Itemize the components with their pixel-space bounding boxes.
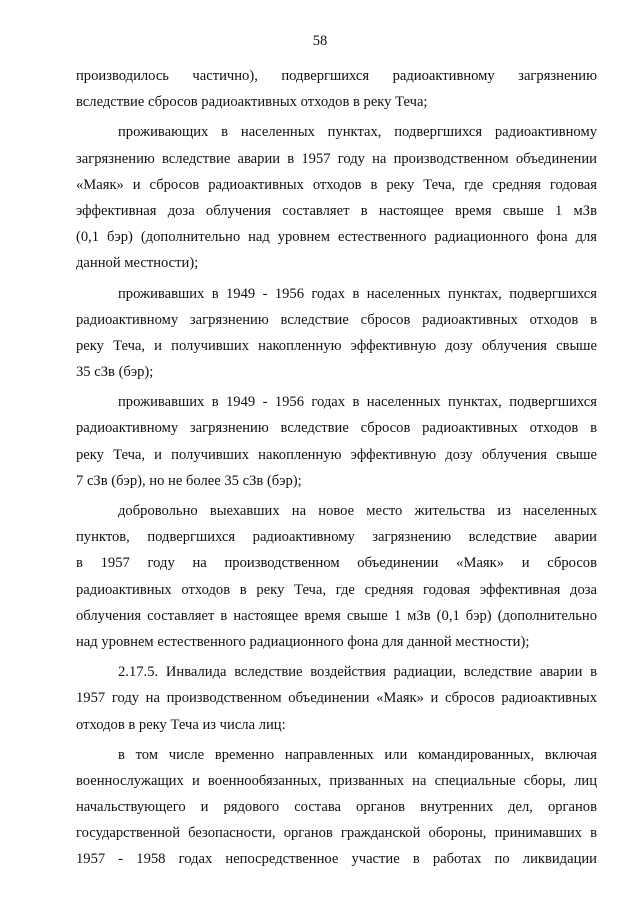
text-line: (0,1 бэр) (дополнительно над уровнем естественного радиационного фона для [76, 229, 597, 246]
text-line: отходов в реку Теча из числа лиц: [76, 716, 286, 733]
paragraph [76, 659, 597, 738]
text-line: загрязнению вследствие аварии в 1957 году на производственном объединении [76, 150, 597, 167]
text-line: добровольно выехавших на новое место жительства из населенных [118, 503, 597, 519]
paragraph [76, 119, 597, 276]
page-number: 58 [312, 33, 328, 49]
text-line: реку Теча, и получивших накопленную эффективную дозу облучения свыше [76, 446, 597, 463]
text-line: радиоактивному загрязнению вследствие сбросов радиоактивных отходов в [76, 420, 597, 437]
text-line: проживающих в населенных пунктах, подвергшихся радиоактивному [118, 124, 597, 141]
text-line: военнослужащих и военнообязанных, призванных на специальные сборы, лиц [76, 772, 597, 789]
text-line: 7 сЗв (бэр), но не более 35 сЗв (бэр); [76, 472, 302, 489]
text-line: 2.17.5. Инвалида вследствие воздействия радиации, вследствие аварии в [118, 664, 597, 681]
paragraph [76, 498, 597, 655]
text-line: «Маяк» и сбросов радиоактивных отходов в реку Теча, где средняя годовая [76, 176, 597, 193]
paragraph [76, 63, 597, 115]
document-body [76, 63, 597, 873]
text-line: 35 сЗв (бэр); [76, 364, 154, 381]
text-line: в 1957 году на производственном объединении «Маяк» и сбросов [76, 555, 597, 572]
text-line: вследствие сбросов радиоактивных отходов в реку Теча; [76, 94, 428, 111]
text-line: 1957 году на производственном объединении «Маяк» и сбросов радиоактивных [76, 690, 597, 707]
paragraph [76, 281, 597, 386]
text-line: проживавших в 1949 - 1956 годах в населенных пунктах, подвергшихся [118, 285, 597, 302]
text-line: радиоактивному загрязнению вследствие сбросов радиоактивных отходов в [76, 311, 597, 328]
text-line: над уровнем естественного радиационного фона для данной местности); [76, 633, 530, 650]
text-line: эффективная доза облучения составляет в настоящее время свыше 1 мЗв [76, 202, 597, 219]
paragraph [76, 389, 597, 494]
text-line: реку Теча, и получивших накопленную эффективную дозу облучения свыше [76, 337, 597, 354]
text-line: данной местности); [76, 255, 199, 272]
text-line: радиоактивных отходов в реку Теча, где средняя годовая эффективная доза [76, 581, 597, 598]
text-line: начальствующего и рядового состава органов внутренних дел, органов [76, 799, 597, 816]
text-line: облучения составляет в настоящее время свыше 1 мЗв (0,1 бэр) (дополнительно [76, 607, 597, 624]
text-line: проживавших в 1949 - 1956 годах в населенных пунктах, подвергшихся [118, 394, 597, 411]
text-line: пунктов, подвергшихся радиоактивному загрязнению вследствие аварии [76, 529, 597, 546]
text-line: производилось частично), подвергшихся радиоактивному загрязнению [76, 68, 597, 84]
paragraph [76, 742, 597, 873]
text-line: 1957 - 1958 годах непосредственное участие в работах по ликвидации [76, 851, 597, 868]
text-line: в том числе временно направленных или командированных, включая [118, 746, 597, 763]
text-line: государственной безопасности, органов гражданской обороны, принимавших в [76, 825, 597, 842]
